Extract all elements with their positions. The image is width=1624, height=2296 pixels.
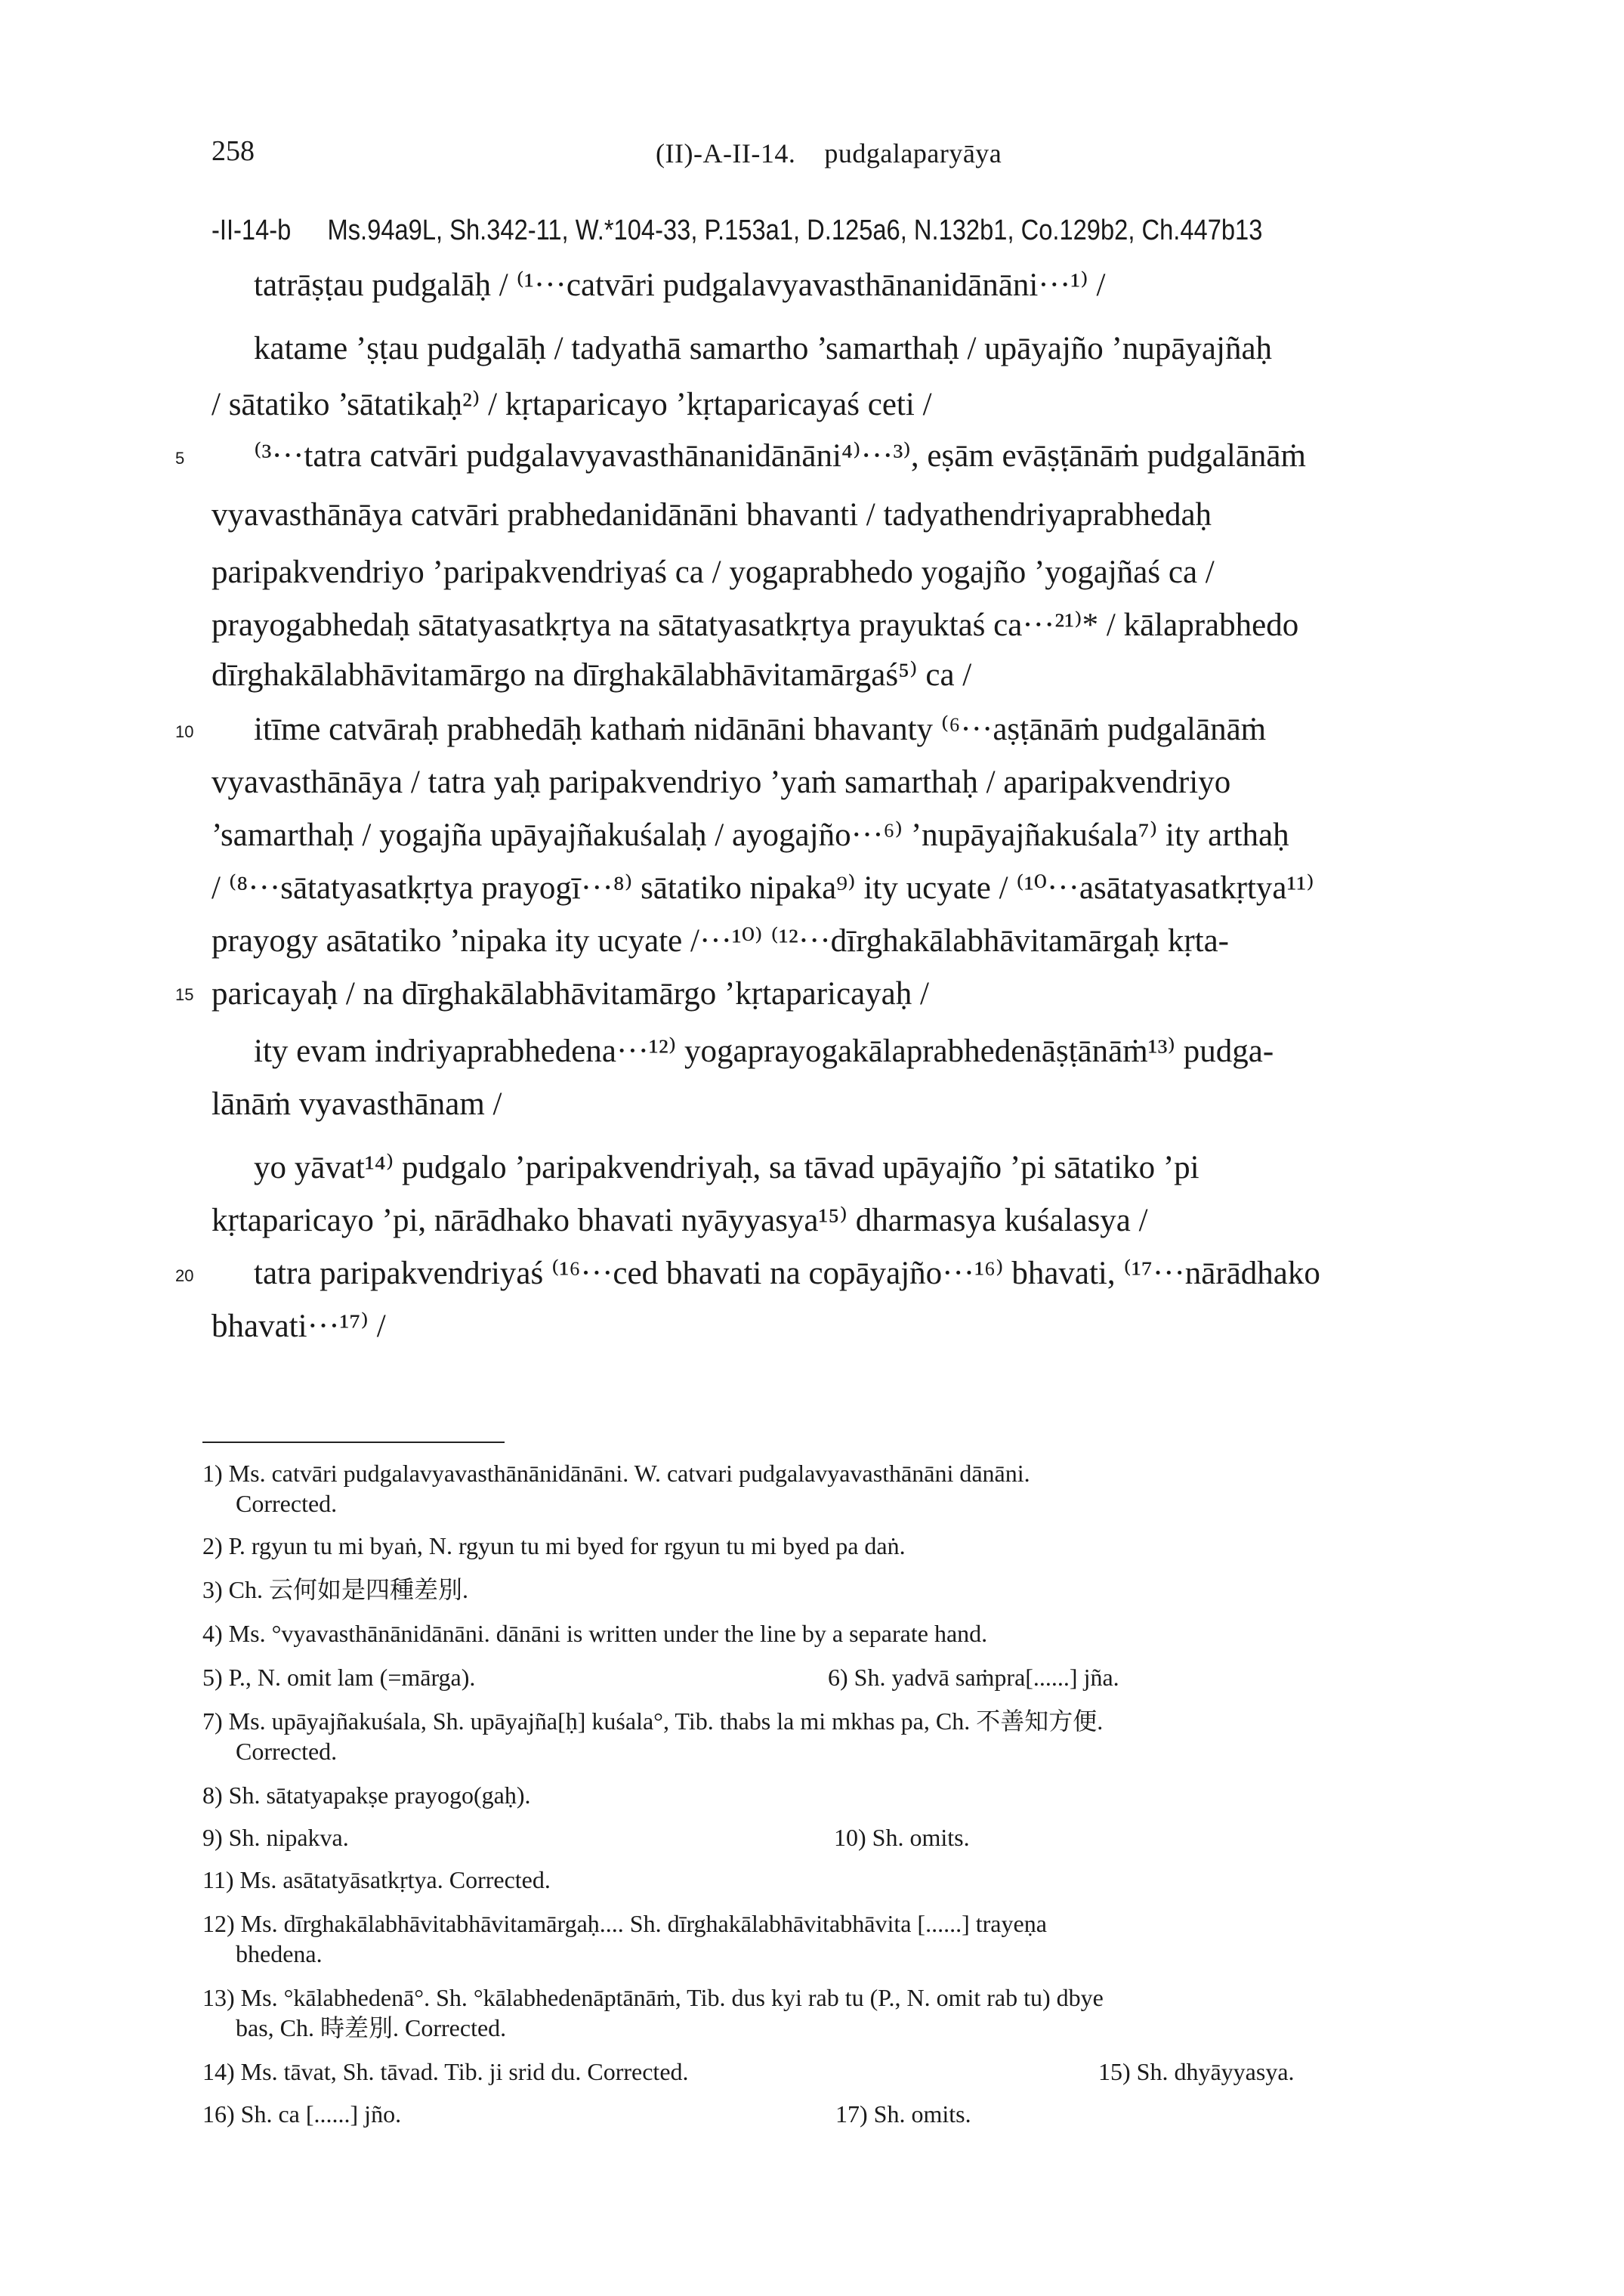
text-line: katame ’ṣṭau pudgalāḥ / tadyathā samartho ’samarthaḥ / upāyajño ’nupāyajñaḥ	[254, 331, 1273, 366]
footnote: 4) Ms. °vyavasthānānidānāni. dānāni is written under the line by a separate hand.	[202, 1620, 988, 1647]
text-line: vyavasthānāya / tatra yaḥ paripakvendriyo ’yaṁ samarthaḥ / aparipakvendriyo	[211, 765, 1231, 800]
text-line: bhavati···¹⁷⁾ /	[211, 1309, 386, 1344]
line-number-20: 20	[175, 1266, 194, 1285]
text-line: prayogy asātatiko ’nipaka ity ucyate /···¹⁰⁾ ⁽¹²···dīrghakālabhāvitamārgaḥ kṛta-	[211, 923, 1230, 959]
text-line: tatra paripakvendriyaś ⁽¹⁶···ced bhavati na copāyajño···¹⁶⁾ bhavati, ⁽¹⁷···nārādhako	[254, 1256, 1320, 1291]
line-number-10: 10	[175, 722, 194, 741]
running-title: (II)-A-II-14. pudgalaparyāya	[656, 138, 1002, 168]
text-line: kṛtaparicayo ’pi, nārādhako bhavati nyāyyasya¹⁵⁾ dharmasya kuśalasya /	[211, 1203, 1148, 1238]
footnote: 11) Ms. asātatyāsatkṛtya. Corrected.	[202, 1866, 551, 1893]
text-line: ity evam indriyaprabhedena···¹²⁾ yogaprayogakālaprabhedenāṣṭānāṁ¹³⁾ pudga-	[254, 1034, 1274, 1069]
footnote-continuation: Corrected.	[236, 1738, 338, 1765]
footnote: 6) Sh. yadvā saṁpra[......] jña.	[828, 1664, 1119, 1691]
footnote: 5) P., N. omit lam (=mārga).	[202, 1664, 476, 1691]
text-line: vyavasthānāya catvāri prabhedanidānāni bhavanti / tadyathendriyaprabhedaḥ	[211, 497, 1212, 533]
text-line: itīme catvāraḥ prabhedāḥ kathaṁ nidānāni bhavanty ⁽⁶···aṣṭānāṁ pudgalānāṁ	[254, 712, 1267, 747]
line-number-5: 5	[175, 449, 185, 468]
text-line: dīrghakālabhāvitamārgo na dīrghakālabhāvitamārgaś⁵⁾ ca /	[211, 657, 972, 693]
footnote: 2) P. rgyun tu mi byaṅ, N. rgyun tu mi byed for rgyun tu mi byed pa daṅ.	[202, 1532, 906, 1559]
footnote-continuation: Corrected.	[236, 1490, 338, 1517]
footnote-continuation: bhedena.	[236, 1940, 323, 1967]
footnote: 7) Ms. upāyajñakuśala, Sh. upāyajña[ḥ] kuśala°, Tib. thabs la mi mkhas pa, Ch. 不善知方便.	[202, 1707, 1104, 1735]
source-references: Ms.94a9L, Sh.342-11, W.*104-33, P.153a1, D.125a6, N.132b1, Co.129b2, Ch.447b13	[327, 215, 1263, 246]
text-line: yo yāvat¹⁴⁾ pudgalo ’paripakvendriyaḥ, sa tāvad upāyajño ’pi sātatiko ’pi	[254, 1150, 1199, 1185]
footnote: 13) Ms. °kālabhedenā°. Sh. °kālabhedenāptānāṁ, Tib. dus kyi rab tu (P., N. omit rab tu) dbye	[202, 1984, 1104, 2011]
footnote: 17) Sh. omits.	[835, 2100, 971, 2128]
footnote: 3) Ch. 云何如是四種差別.	[202, 1576, 469, 1603]
footnote: 9) Sh. nipakva.	[202, 1824, 349, 1851]
text-line: lānāṁ vyavasthānam /	[211, 1086, 502, 1122]
text-line: prayogabhedaḥ sātatyasatkṛtya na sātatyasatkṛtya prayuktaś ca···²¹⁾* / kālaprabhedo	[211, 607, 1299, 643]
text-line: paripakvendriyo ’paripakvendriyaś ca / yogaprabhedo yogajño ’yogajñaś ca /	[211, 555, 1215, 590]
section-reference	[211, 215, 1262, 247]
page-number: 258	[211, 135, 255, 167]
footnote: 15) Sh. dhyāyyasya.	[1098, 2058, 1295, 2085]
text-line: ’samarthaḥ / yogajña upāyajñakuśalaḥ / ayogajño···⁶⁾ ’nupāyajñakuśala⁷⁾ ity arthaḥ	[211, 817, 1289, 853]
footnote-continuation: bas, Ch. 時差別. Corrected.	[236, 2014, 507, 2041]
text-line: ⁽³···tatra catvāri pudgalavyavasthānanidānāni⁴⁾···³⁾, eṣām evāṣṭānāṁ pudgalānāṁ	[254, 438, 1306, 474]
footnote: 16) Sh. ca [......] jño.	[202, 2100, 402, 2128]
footnote: 8) Sh. sātatyapakṣe prayogo(gaḥ).	[202, 1781, 531, 1809]
text-line: / sātatiko ’sātatikaḥ²⁾ / kṛtaparicayo ’kṛtaparicayaś ceti /	[211, 387, 932, 422]
line-number-15: 15	[175, 985, 194, 1004]
text-line: tatrāṣṭau pudgalāḥ / ⁽¹···catvāri pudgalavyavasthānanidānāni···¹⁾ /	[254, 267, 1106, 303]
footnote: 12) Ms. dīrghakālabhāvitabhāvitamārgaḥ.... Sh. dīrghakālabhāvitabhāvita [......] trayeṇa	[202, 1910, 1047, 1937]
footnote: 14) Ms. tāvat, Sh. tāvad. Tib. ji srid du. Corrected.	[202, 2058, 689, 2085]
footnote: 1) Ms. catvāri pudgalavyavasthānānidānāni. W. catvari pudgalavyavasthānāni dānāni.	[202, 1460, 1030, 1487]
text-line: paricayaḥ / na dīrghakālabhāvitamārgo ’kṛtaparicayaḥ /	[211, 976, 929, 1012]
section-id: -II-14-b	[211, 215, 292, 246]
footnote: 10) Sh. omits.	[834, 1824, 970, 1851]
text-line: / ⁽⁸···sātatyasatkṛtya prayogī···⁸⁾ sātatiko nipaka⁹⁾ ity ucyate / ⁽¹⁰···asātatyasatkṛtya¹¹⁾	[211, 870, 1314, 906]
footnote-rule	[202, 1442, 505, 1443]
